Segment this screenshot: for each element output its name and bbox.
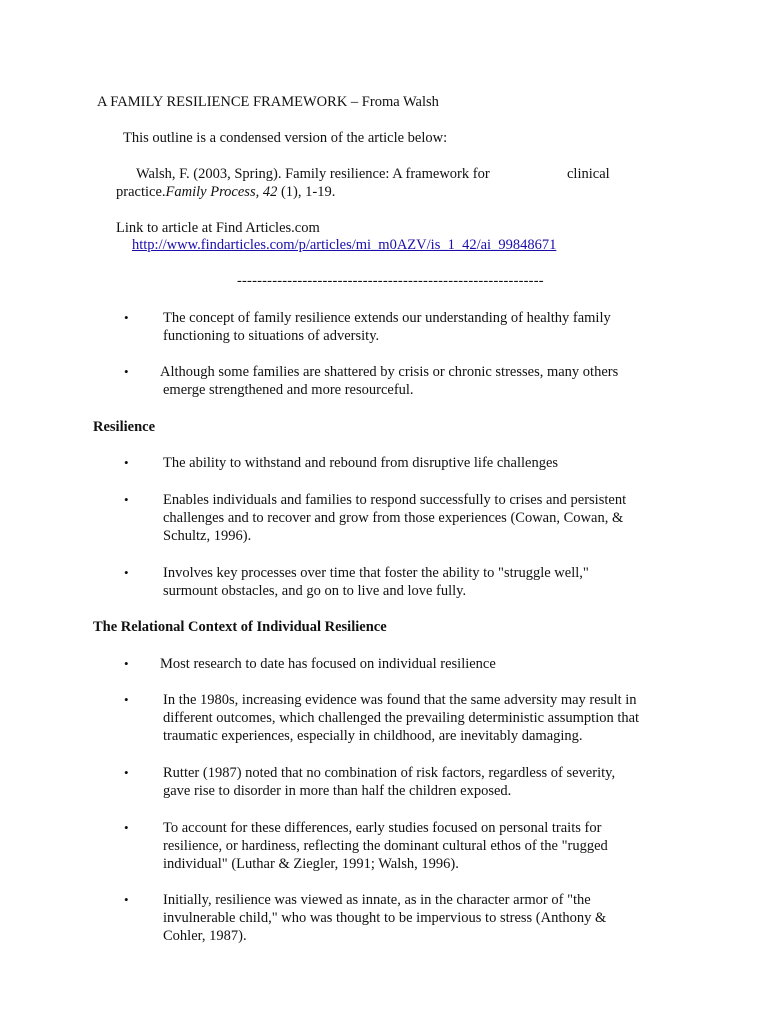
citation-line-1: Walsh, F. (2003, Spring). Family resilience: A framework for — [136, 166, 490, 182]
title-separator: – — [347, 94, 362, 110]
bullet-text — [163, 454, 693, 472]
citation-practice: practice. — [116, 184, 166, 200]
bullet-text — [163, 819, 693, 873]
bullet-text — [163, 891, 693, 945]
bullet-line: Schultz, 1996). — [163, 528, 252, 544]
bullet-icon: • — [124, 455, 129, 470]
bullet-line: invulnerable child," who was thought to be impervious to stress (Anthony & — [163, 910, 607, 926]
bullet-icon: • — [124, 565, 129, 580]
bullet-text — [160, 363, 693, 399]
bullet-line: gave rise to disorder in more than half the children exposed. — [163, 783, 512, 799]
bullet-icon: • — [124, 820, 129, 835]
title-main: A FAMILY RESILIENCE FRAMEWORK — [97, 94, 348, 110]
bullet-icon: • — [124, 492, 129, 507]
citation-line-1-end: clinical — [567, 166, 610, 182]
bullet-line: Cohler, 1987). — [163, 928, 247, 944]
bullet-line: challenges and to recover and grow from those experiences (Cowan, Cowan, & — [163, 510, 624, 526]
bullet-text — [163, 691, 693, 745]
bullet-line: Although some families are shattered by crisis or chronic stresses, many others — [160, 364, 619, 380]
bullet-text — [163, 309, 693, 345]
bullet-line: The concept of family resilience extends our understanding of healthy family — [163, 310, 611, 326]
divider-line: ------------------------------------------------------------- — [237, 273, 544, 289]
bullet-line: Involves key processes over time that foster the ability to "struggle well," — [163, 565, 589, 581]
section-heading-relational: The Relational Context of Individual Resilience — [93, 619, 387, 635]
bullet-line: individual" (Luthar & Ziegler, 1991; Walsh, 1996). — [163, 856, 459, 872]
citation-line-2 — [116, 183, 335, 201]
bullet-line: Enables individuals and families to respond successfully to crises and persistent — [163, 492, 627, 508]
bullet-line: different outcomes, which challenged the prevailing deterministic assumption that — [163, 710, 640, 726]
bullet-line: emerge strengthened and more resourceful. — [163, 382, 414, 398]
bullet-icon: • — [124, 310, 129, 325]
bullet-line: Initially, resilience was viewed as innate, as in the character armor of "the — [163, 892, 591, 908]
bullet-line: traumatic experiences, especially in childhood, are inevitably damaging. — [163, 728, 583, 744]
citation-pages: (1), 1-19. — [277, 184, 336, 200]
article-link[interactable]: http://www.findarticles.com/p/articles/mi_m0AZV/is_1_42/ai_99848671 — [132, 237, 557, 253]
bullet-line: Most research to date has focused on individual resilience — [160, 656, 496, 672]
bullet-icon: • — [124, 656, 129, 671]
bullet-line: functioning to situations of adversity. — [163, 328, 380, 344]
bullet-text — [163, 764, 693, 800]
intro-text: This outline is a condensed version of the article below: — [123, 130, 448, 146]
bullet-line: To account for these differences, early studies focused on personal traits for — [163, 820, 602, 836]
bullet-text — [160, 655, 690, 673]
bullet-icon: • — [124, 765, 129, 780]
bullet-text — [163, 491, 693, 545]
bullet-icon: • — [124, 892, 129, 907]
bullet-icon: • — [124, 692, 129, 707]
document-title — [97, 93, 439, 111]
link-label: Link to article at Find Articles.com — [116, 220, 320, 236]
bullet-line: resilience, or hardiness, reflecting the dominant cultural ethos of the "rugged — [163, 838, 608, 854]
bullet-line: In the 1980s, increasing evidence was found that the same adversity may result in — [163, 692, 637, 708]
title-author: Froma Walsh — [361, 94, 439, 110]
bullet-text — [163, 564, 693, 600]
section-heading-resilience: Resilience — [93, 419, 156, 435]
bullet-line: Rutter (1987) noted that no combination of risk factors, regardless of severity, — [163, 765, 616, 781]
bullet-line: surmount obstacles, and go on to live and love fully. — [163, 583, 467, 599]
bullet-line: The ability to withstand and rebound from disruptive life challenges — [163, 455, 559, 471]
bullet-icon: • — [124, 364, 129, 379]
citation-journal: Family Process, 42 — [165, 184, 278, 200]
